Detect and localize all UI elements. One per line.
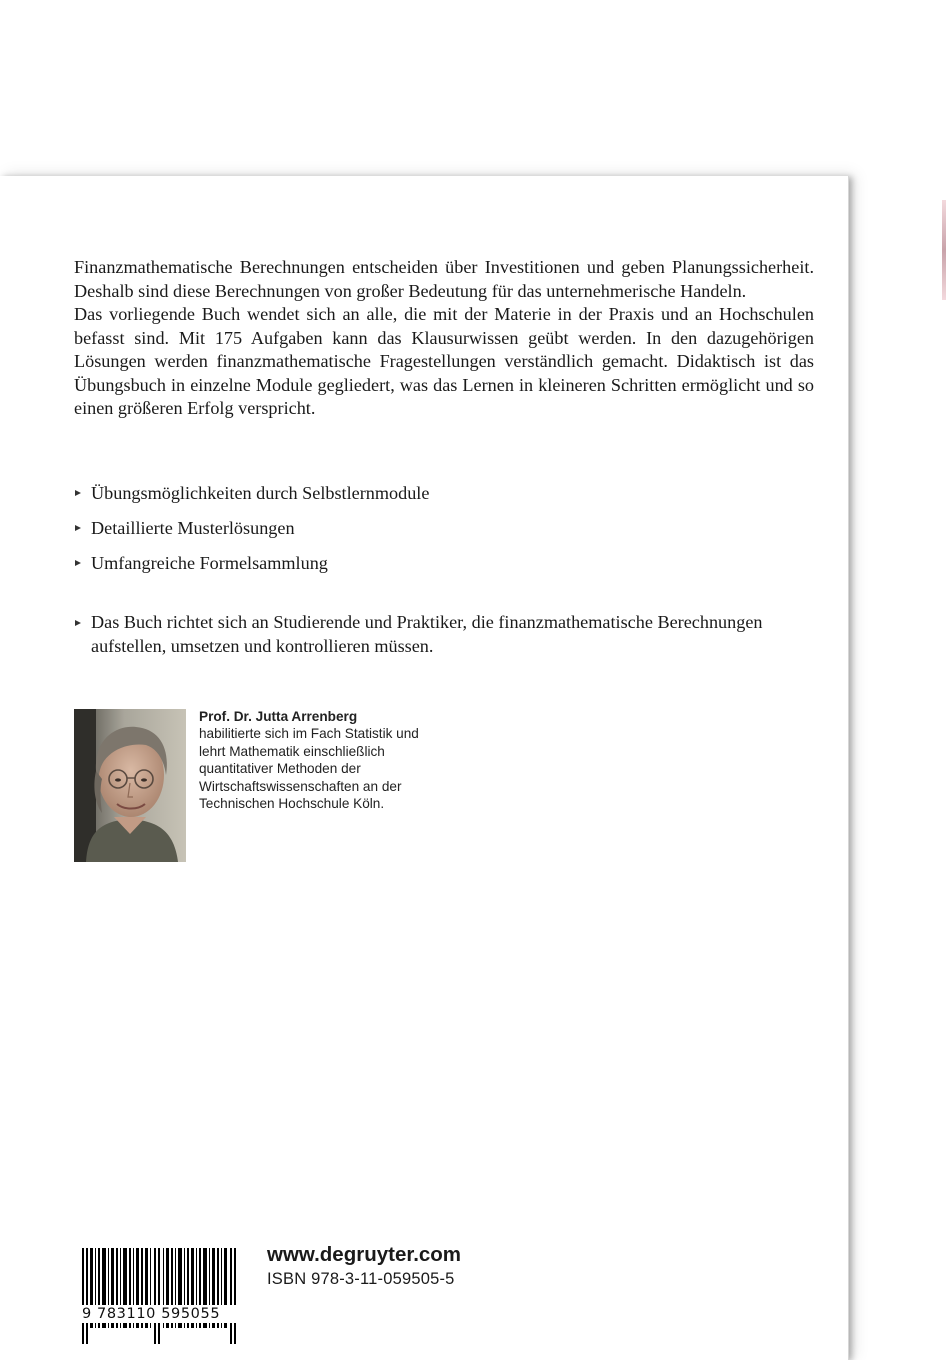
author-info	[199, 708, 429, 812]
feature-item: Detaillierte Musterlösungen	[74, 517, 814, 552]
barcode-digits: 9 783110 595055	[70, 1305, 240, 1323]
bullet-triangle-icon	[75, 620, 81, 626]
bullet-triangle-icon	[75, 525, 81, 531]
feature-list	[74, 482, 814, 587]
feature-item: Umfangreiche Formelsammlung	[74, 552, 814, 587]
bullet-triangle-icon	[75, 490, 81, 496]
book-back-cover	[0, 176, 849, 1360]
blurb-paragraph-1: Finanzmathematische Berechnungen entscheiden über Investitionen und geben Planungssicherheit. Deshalb sind diese Berechnungen von großer Bedeutung für das unternehmerische Handeln.	[74, 257, 814, 301]
bullet-triangle-icon	[75, 560, 81, 566]
author-photo	[74, 709, 186, 862]
blurb-paragraph-2: Das vorliegende Buch wendet sich an alle, die mit der Materie in der Praxis und an Hochschulen befasst sind. Mit 175 Aufgaben kann das Klausurwissen geübt werden. In den dazugehörigen Lösungen werden finanzmathematische Fragestellungen verständlich gemacht. Didaktisch ist das Übungsbuch in einzelne Module gegliedert, was das Lernen in kleineren Schritten ermöglicht und so einen größeren Erfolg verspricht.	[74, 304, 814, 418]
publisher-website[interactable]: www.degruyter.com	[267, 1243, 462, 1266]
audience-statement: Das Buch richtet sich an Studierende und Praktiker, die finanzmathematische Berechnungen aufstellen, umsetzen und kontrollieren müssen.	[74, 611, 814, 658]
feature-item: Übungsmöglichkeiten durch Selbstlernmodule	[74, 482, 814, 517]
barcode	[82, 1248, 237, 1344]
next-page-edge	[942, 200, 946, 300]
author-name: Prof. Dr. Jutta Arrenberg	[199, 709, 358, 724]
blurb	[74, 256, 814, 421]
isbn: ISBN 978-3-11-059505-5	[267, 1270, 455, 1288]
author-bio: habilitierte sich im Fach Statistik und lehrt Mathematik einschließlich quantitativer Methoden der Wirtschaftswissenschaften an der Technischen Hochschule Köln.	[199, 726, 419, 812]
